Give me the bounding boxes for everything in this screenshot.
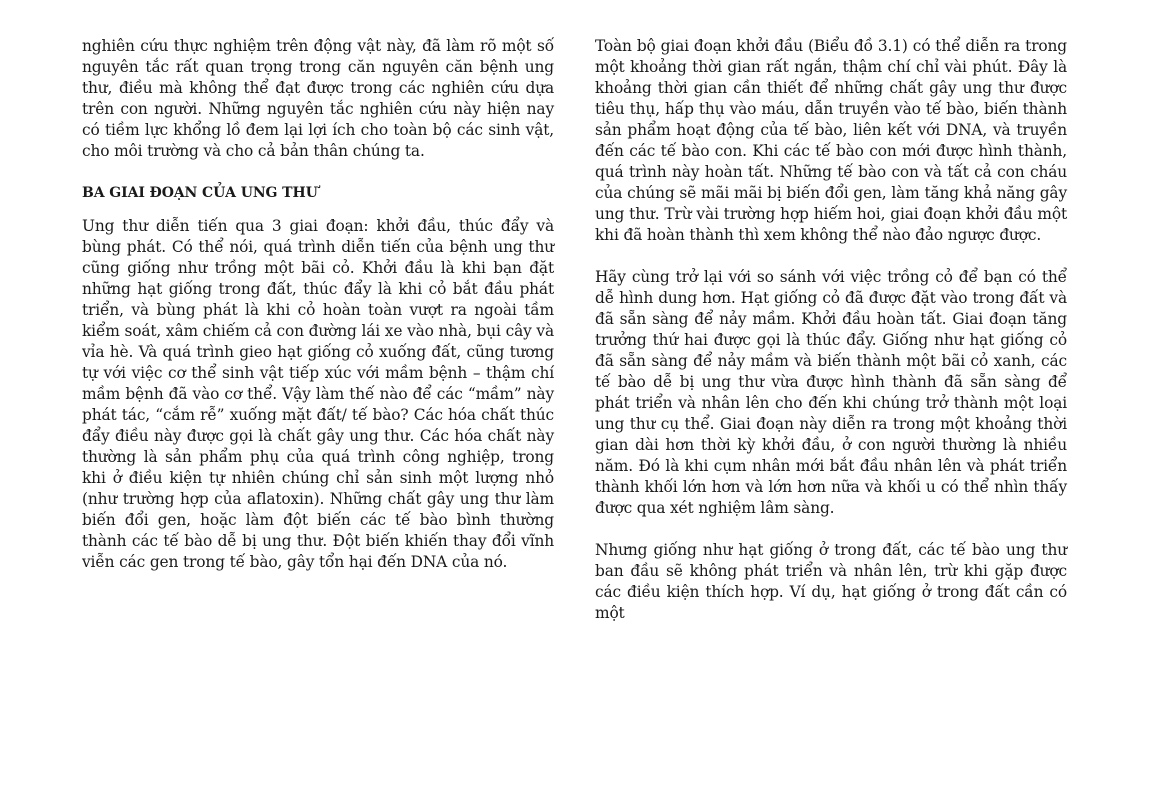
intro-paragraph: nghiên cứu thực nghiệm trên động vật này, đã làm rõ một số nguyên tắc rất quan trọng trong căn nguyên căn bệnh ung thư, điều mà không thể đạt được trong các nghiên cứu dựa trên con người. Những nguyên tắc nghiên cứu này hiện nay có tiềm lực khổng lồ đem lại lợi ích cho toàn bộ các sinh vật, cho môi trường và cho cả bản thân chúng ta. bbox=[82, 37, 554, 160]
promotion-paragraph: Hãy cùng trở lại với so sánh với việc trồng cỏ để bạn có thể dễ hình dung hơn. Hạt giống cỏ đã được đặt vào trong đất và đã sẵn sàng để nảy mầm. Khởi đầu hoàn tất. Giai đoạn tăng trưởng thứ hai được gọi là thúc đẩy. Giống như hạt giống cỏ đã sẵn sàng để nảy mầm và biến thành một bãi cỏ xanh, các tế bào dễ bị ung thư vừa được hình thành đã sẵn sàng để phát triển và nhân lên cho đến khi chúng trở thành một loại ung thư cụ thể. Giai đoạn này diễn ra trong một khoảng thời gian dài hơn thời kỳ khởi đầu, ở con người thường là nhiều năm. Đó là khi cụm nhân mới bắt đầu nhân lên và phát triển thành khối lớn hơn và lớn hơn nữa và khối u có thể nhìn thấy được qua xét nghiệm lâm sàng. bbox=[595, 268, 1067, 517]
section-paragraph: Ung thư diễn tiến qua 3 giai đoạn: khởi đầu, thúc đẩy và bùng phát. Có thể nói, quá trình diễn tiến của bệnh ung thư cũng giống như trồng một bãi cỏ. Khởi đầu là khi bạn đặt những hạt giống trong đất, thúc đẩy là khi cỏ bắt đầu phát triển, và bùng phát là khi cỏ hoàn toàn vượt ra ngoài tầm kiểm soát, xâm chiếm cả con đường lái xe vào nhà, bụi cây và vỉa hè. Và quá trình gieo hạt giống cỏ xuống đất, cũng tương tự với việc cơ thể sinh vật tiếp xúc với mầm bệnh – thậm chí mầm bệnh đã vào cơ thể. Vậy làm thế nào để các “mầm” này phát tác, “cắm rễ” xuống mặt đất/ tế bào? Các hóa chất thúc đẩy điều này được gọi là chất gây ung thư. Các hóa chất này thường là sản phẩm phụ của quá trình công nghiệp, trong khi ở điều kiện tự nhiên chúng chỉ sản sinh một lượng nhỏ (như trường hợp của aflatoxin). Những chất gây ung thư làm biến đổi gen, hoặc làm đột biến các tế bào bình thường thành các tế bào dễ bị ung thư. Đột biến khiến thay đổi vĩnh viễn các gen trong tế bào, gây tổn hại đến DNA của nó. bbox=[82, 217, 554, 571]
right-column bbox=[595, 36, 1067, 624]
initiation-paragraph: Toàn bộ giai đoạn khởi đầu (Biểu đồ 3.1) có thể diễn ra trong một khoảng thời gian rất ngắn, thậm chí chỉ vài phút. Đây là khoảng thời gian cần thiết để những chất gây ung thư được tiêu thụ, hấp thụ vào máu, dẫn truyền vào tế bào, biến thành sản phẩm hoạt động của tế bào, liên kết với DNA, và truyền đến các tế bào con. Khi các tế bào con mới được hình thành, quá trình này hoàn tất. Những tế bào con và tất cả con cháu của chúng sẽ mãi mãi bị biến đổi gen, làm tăng khả năng gây ung thư. Trừ vài trường hợp hiếm hoi, giai đoạn khởi đầu một khi đã hoàn thành thì xem không thể nào đảo ngược được. bbox=[595, 37, 1067, 244]
section-heading: BA GIAI ĐOẠN CỦA UNG THƯ bbox=[82, 185, 318, 201]
conditions-paragraph: Nhưng giống như hạt giống ở trong đất, các tế bào ung thư ban đầu sẽ không phát triển và nhân lên, trừ khi gặp được các điều kiện thích hợp. Ví dụ, hạt giống ở trong đất cần có một bbox=[595, 541, 1067, 622]
left-column bbox=[82, 36, 554, 573]
